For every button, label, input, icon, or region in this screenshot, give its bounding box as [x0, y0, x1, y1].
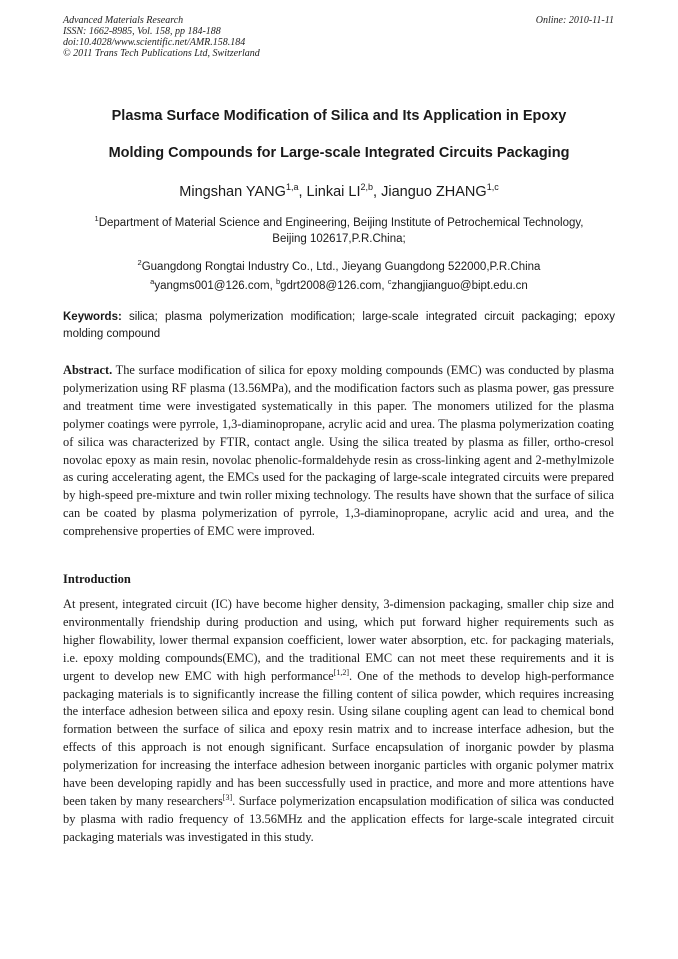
email-separator: ,: [269, 279, 276, 292]
author-list: [40, 178, 638, 201]
online-date: Online: 2010-11-11: [535, 15, 614, 26]
email-b: gdrt2008@126.com: [280, 279, 382, 292]
affiliation-1-line-2: Beijing 102617,P.R.China;: [272, 233, 406, 245]
citation-ref: [3]: [222, 792, 233, 802]
email-sup: b: [275, 277, 281, 286]
citation-ref: [1,2]: [333, 667, 349, 677]
abstract: [63, 362, 614, 541]
affil-sup: 1: [94, 214, 99, 223]
author-affil-sup: 2,b: [360, 182, 374, 192]
affiliation-2: [40, 256, 638, 274]
author-name: Jianguo ZHANG: [381, 183, 487, 200]
author-separator: ,: [373, 183, 382, 200]
journal-header: [63, 15, 260, 59]
paper-title-line-2: Molding Compounds for Large-scale Integrated Circuits Packaging: [108, 145, 570, 161]
copyright: © 2011 Trans Tech Publications Ltd, Switzerland: [63, 48, 260, 59]
journal-name: Advanced Materials Research: [63, 15, 184, 26]
author-affil-sup: 1,c: [486, 182, 499, 192]
affil-text: Department of Material Science and Engineering, Beijing Institute of Petrochemical Technology,: [98, 216, 584, 229]
keywords-label: Keywords:: [63, 311, 122, 323]
intro-text-3: . Surface polymerization encapsulation modification of silica was conducted by plasma with radio frequency of 13.56MHz and the application effects for large-scale integrated circuit packaging materials was investigated in this study.: [63, 793, 614, 844]
author-affil-sup: 1,a: [285, 182, 299, 192]
author-name: Mingshan YANG: [179, 183, 286, 200]
paper-title-line-1: Plasma Surface Modification of Silica and Its Application in Epoxy: [111, 108, 567, 124]
affil-text: Guangdong Rongtai Industry Co., Ltd., Jieyang Guangdong 522000,P.R.China: [141, 260, 541, 273]
abstract-text: The surface modification of silica for epoxy molding compounds (EMC) was conducted by plasma polymerization using RF plasma (13.56MPa), and the modification factors such as plasma power, gas pressure and treatment time were investigated systematically in this paper. The monomers utilized for the plasma polymer coatings were pyrrole, 1,3-diaminopropane, acrylic acid and urea. The plasma polymerization coating of silica was characterized by FTIR, contact angle. Using the silica treated by plasma as filler, ortho-cresol novolac epoxy as main resin, novolac phenolic-formaldehyde resin as cross-linking agent and 2-methylmizole as curing accelerating agent, the EMCs used for the packaging of large-scale integrated circuits were prepared by high-speed pre-mixture and twin roller mixing technology. The results have shown that the surface of silica can be coated by plasma polymerization of pyrrole, 1,3-diaminopropane, acrylic acid and urea, and the comprehensive properties of EMC were improved.: [63, 363, 614, 539]
author-separator: ,: [298, 183, 307, 200]
keywords-text: silica; plasma polymerization modification; large-scale integrated circuit packaging; epoxy molding compound: [63, 311, 615, 340]
affiliation-1: [40, 212, 638, 230]
intro-text-1: At present, integrated circuit (IC) have become higher density, 3-dimension packaging, smaller chip size and environmentally friendship during production and using, which put forward higher requirements such as higher flowability, lower thermal expansion coefficient, lower water absorption, etc. for packaging materials, i.e. epoxy molding compounds(EMC), and the traditional EMC can not meet these requirements and it is urgent to develop new EMC with high performance: [63, 597, 614, 683]
intro-text-2: . One of the methods to develop high-performance packaging materials is to significantly increase the filling content of silica powder, which requires increasing the interface adhesion between silica and epoxy resin. Using silane coupling agent can lead to chemical bond formation between the surface of silica and epoxy resin matrix and to increase interface adhesion, but the effects of this approach is not enough significant. Surface encapsulation of inorganic powder by plasma polymerization for increasing the interface adhesion between inorganic particles with organic polymer matrix have been developing rapidly and has been successfully used in practice, and more and more attentions have been taken by many researchers: [63, 668, 614, 808]
email-sup: a: [150, 277, 155, 286]
introduction-heading: Introduction: [63, 572, 131, 586]
email-line: [40, 275, 638, 293]
email-a: yangms001@126.com: [154, 279, 270, 292]
email-separator: ,: [381, 279, 388, 292]
abstract-label: Abstract.: [63, 363, 113, 377]
affil-sup: 2: [137, 258, 142, 267]
author-name: Linkai LI: [306, 183, 361, 200]
keywords: [63, 309, 615, 343]
introduction-body: [63, 596, 614, 847]
doi: doi:10.4028/www.scientific.net/AMR.158.184: [63, 37, 246, 48]
issn: ISSN: 1662-8985, Vol. 158, pp 184-188: [63, 26, 221, 37]
email-sup: c: [387, 277, 392, 286]
email-c: zhangjianguo@bipt.edu.cn: [391, 279, 528, 292]
